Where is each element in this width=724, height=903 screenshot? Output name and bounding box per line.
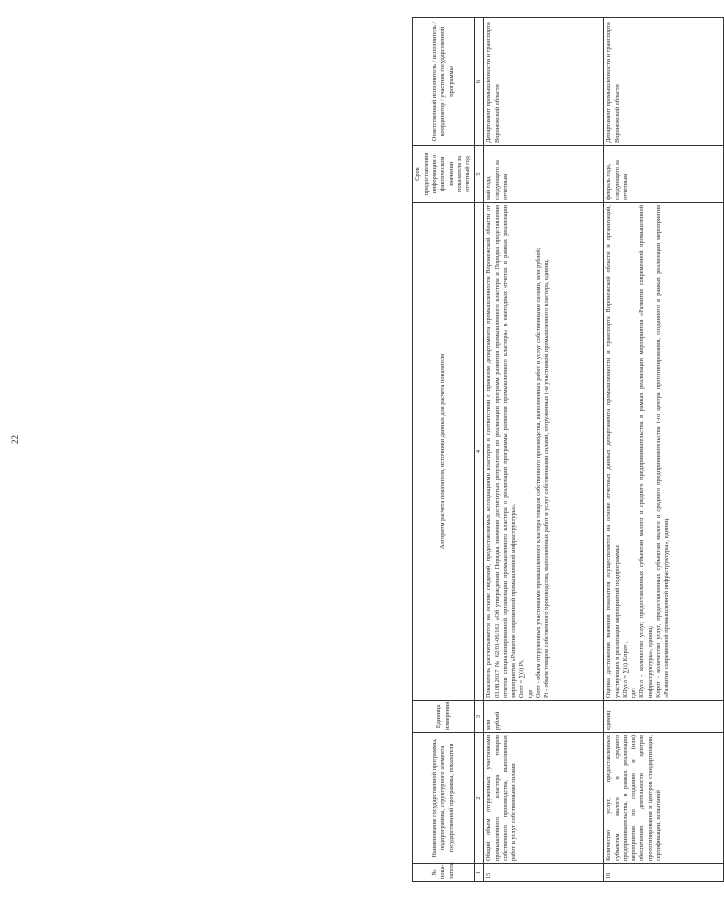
responsible: Департамент промышленности и транспорта Воронежской области — [604, 18, 724, 146]
algorithm-cell — [484, 203, 604, 701]
col-number: 5 — [475, 146, 484, 203]
deadline: май года, следующего за отчетным — [484, 146, 604, 203]
table-row — [484, 18, 604, 882]
header-col4: Алгоритм расчета показателя, источники данных для расчета показателя — [413, 203, 475, 701]
indicator-table — [412, 17, 724, 882]
header-col3: Единица измерения — [413, 701, 475, 733]
algorithm-paragraph: где — [526, 689, 534, 698]
col-number: 2 — [475, 733, 484, 864]
col-number: 3 — [475, 701, 484, 733]
col-number: 4 — [475, 203, 484, 701]
row-number: 16 — [604, 864, 724, 882]
algorithm-paragraph: где: — [630, 687, 638, 698]
column-number-row — [475, 18, 484, 882]
algorithm-paragraph: Pi - объем товаров собственного производства, выполненных работ и услуг собственными силами, отгруженных i-м участником промышленного кластера, единиц. — [543, 259, 551, 698]
table-row — [604, 18, 724, 882]
algorithm-paragraph: Оотг - объем отгруженных участниками промышленного кластера товаров собственного производства, выполненных работ и услуг собственными силами, млн рублей; — [535, 247, 543, 698]
col-number: 1 — [475, 864, 484, 882]
header-col1: № пока-зателя — [413, 864, 475, 882]
indicator-table-container — [412, 18, 674, 882]
col-number: 6 — [475, 18, 484, 146]
algorithm-paragraph: Оценка достижения значения показателя осуществляется на основе отчетных данных департамента промышленности и транспорта Воронежской области и организаций, участвующих в реализации мероприятий подпрограммы: — [605, 205, 621, 698]
formula: КПусл = ∑(i) Kпрот , — [621, 641, 629, 698]
algorithm-paragraph: Показатель рассчитывается на основе сведений, предоставляемых ассоциациями кластеров в соответствии с приказом департамента промышленности Воронежской области от 03.08.2017 № 62/01-06/161 «Об утверждении Порядка значения достигнутых результатов по реализации программ развития промышленного кластера и Порядка представления отчетов специализированной организации промышленного кластера о реализации программы развития промышленного кластера» в ежегодных отчетах в рамках реализации мероприятия «Развитие современной промышленной инфраструктуры». — [485, 205, 518, 698]
page-number: 22 — [10, 435, 20, 444]
header-col6: Ответственный исполнитель / исполнитель / координатор / участник государственной программы — [413, 18, 475, 146]
header-col2: Наименование государственной программы, подпрограммы, структурного элемента государственной программы, показателя — [413, 733, 475, 864]
algorithm-paragraph: Kпрот - количество услуг, предоставленных субъектам малого и среднего предпринимательства i-го центра прототипирования, созданного в рамках реализации мероприятия «Развитие современной промышленной инфраструктуры», единиц. — [655, 205, 671, 698]
row-number: 15 — [484, 864, 604, 882]
unit: единиц — [604, 701, 724, 733]
deadline: февраль года, следующего за отчетным — [604, 146, 724, 203]
unit: млн рублей — [484, 701, 604, 733]
responsible: Департамент промышленности и транспорта Воронежской области — [484, 18, 604, 146]
formula: Оотг = ∑(i) Pi, — [518, 659, 526, 698]
indicator-name: Количество услуг, предоставленных субъектам малого и среднего предпринимательства, в рамках реализации мероприятия по созданию и (или) обеспечению деятельности центров прототипирования и центров стандартизации, сертификации, испытаний — [604, 733, 724, 864]
indicator-name: Общий объем отгруженных участниками промышленного кластера товаров собственного производства, выполненных работ и услуг собственными силами — [484, 733, 604, 864]
header-col5: Срок предоставления информации о фактическом значении показателя за отчетный год — [413, 146, 475, 203]
algorithm-cell — [604, 203, 724, 701]
algorithm-paragraph: КПусл - количество услуг, предоставленных субъектам малого и среднего предпринимательства в рамках реализации мероприятия «Развитие современной промышленной инфраструктуры», единиц; — [638, 205, 654, 698]
header-row — [413, 18, 475, 882]
